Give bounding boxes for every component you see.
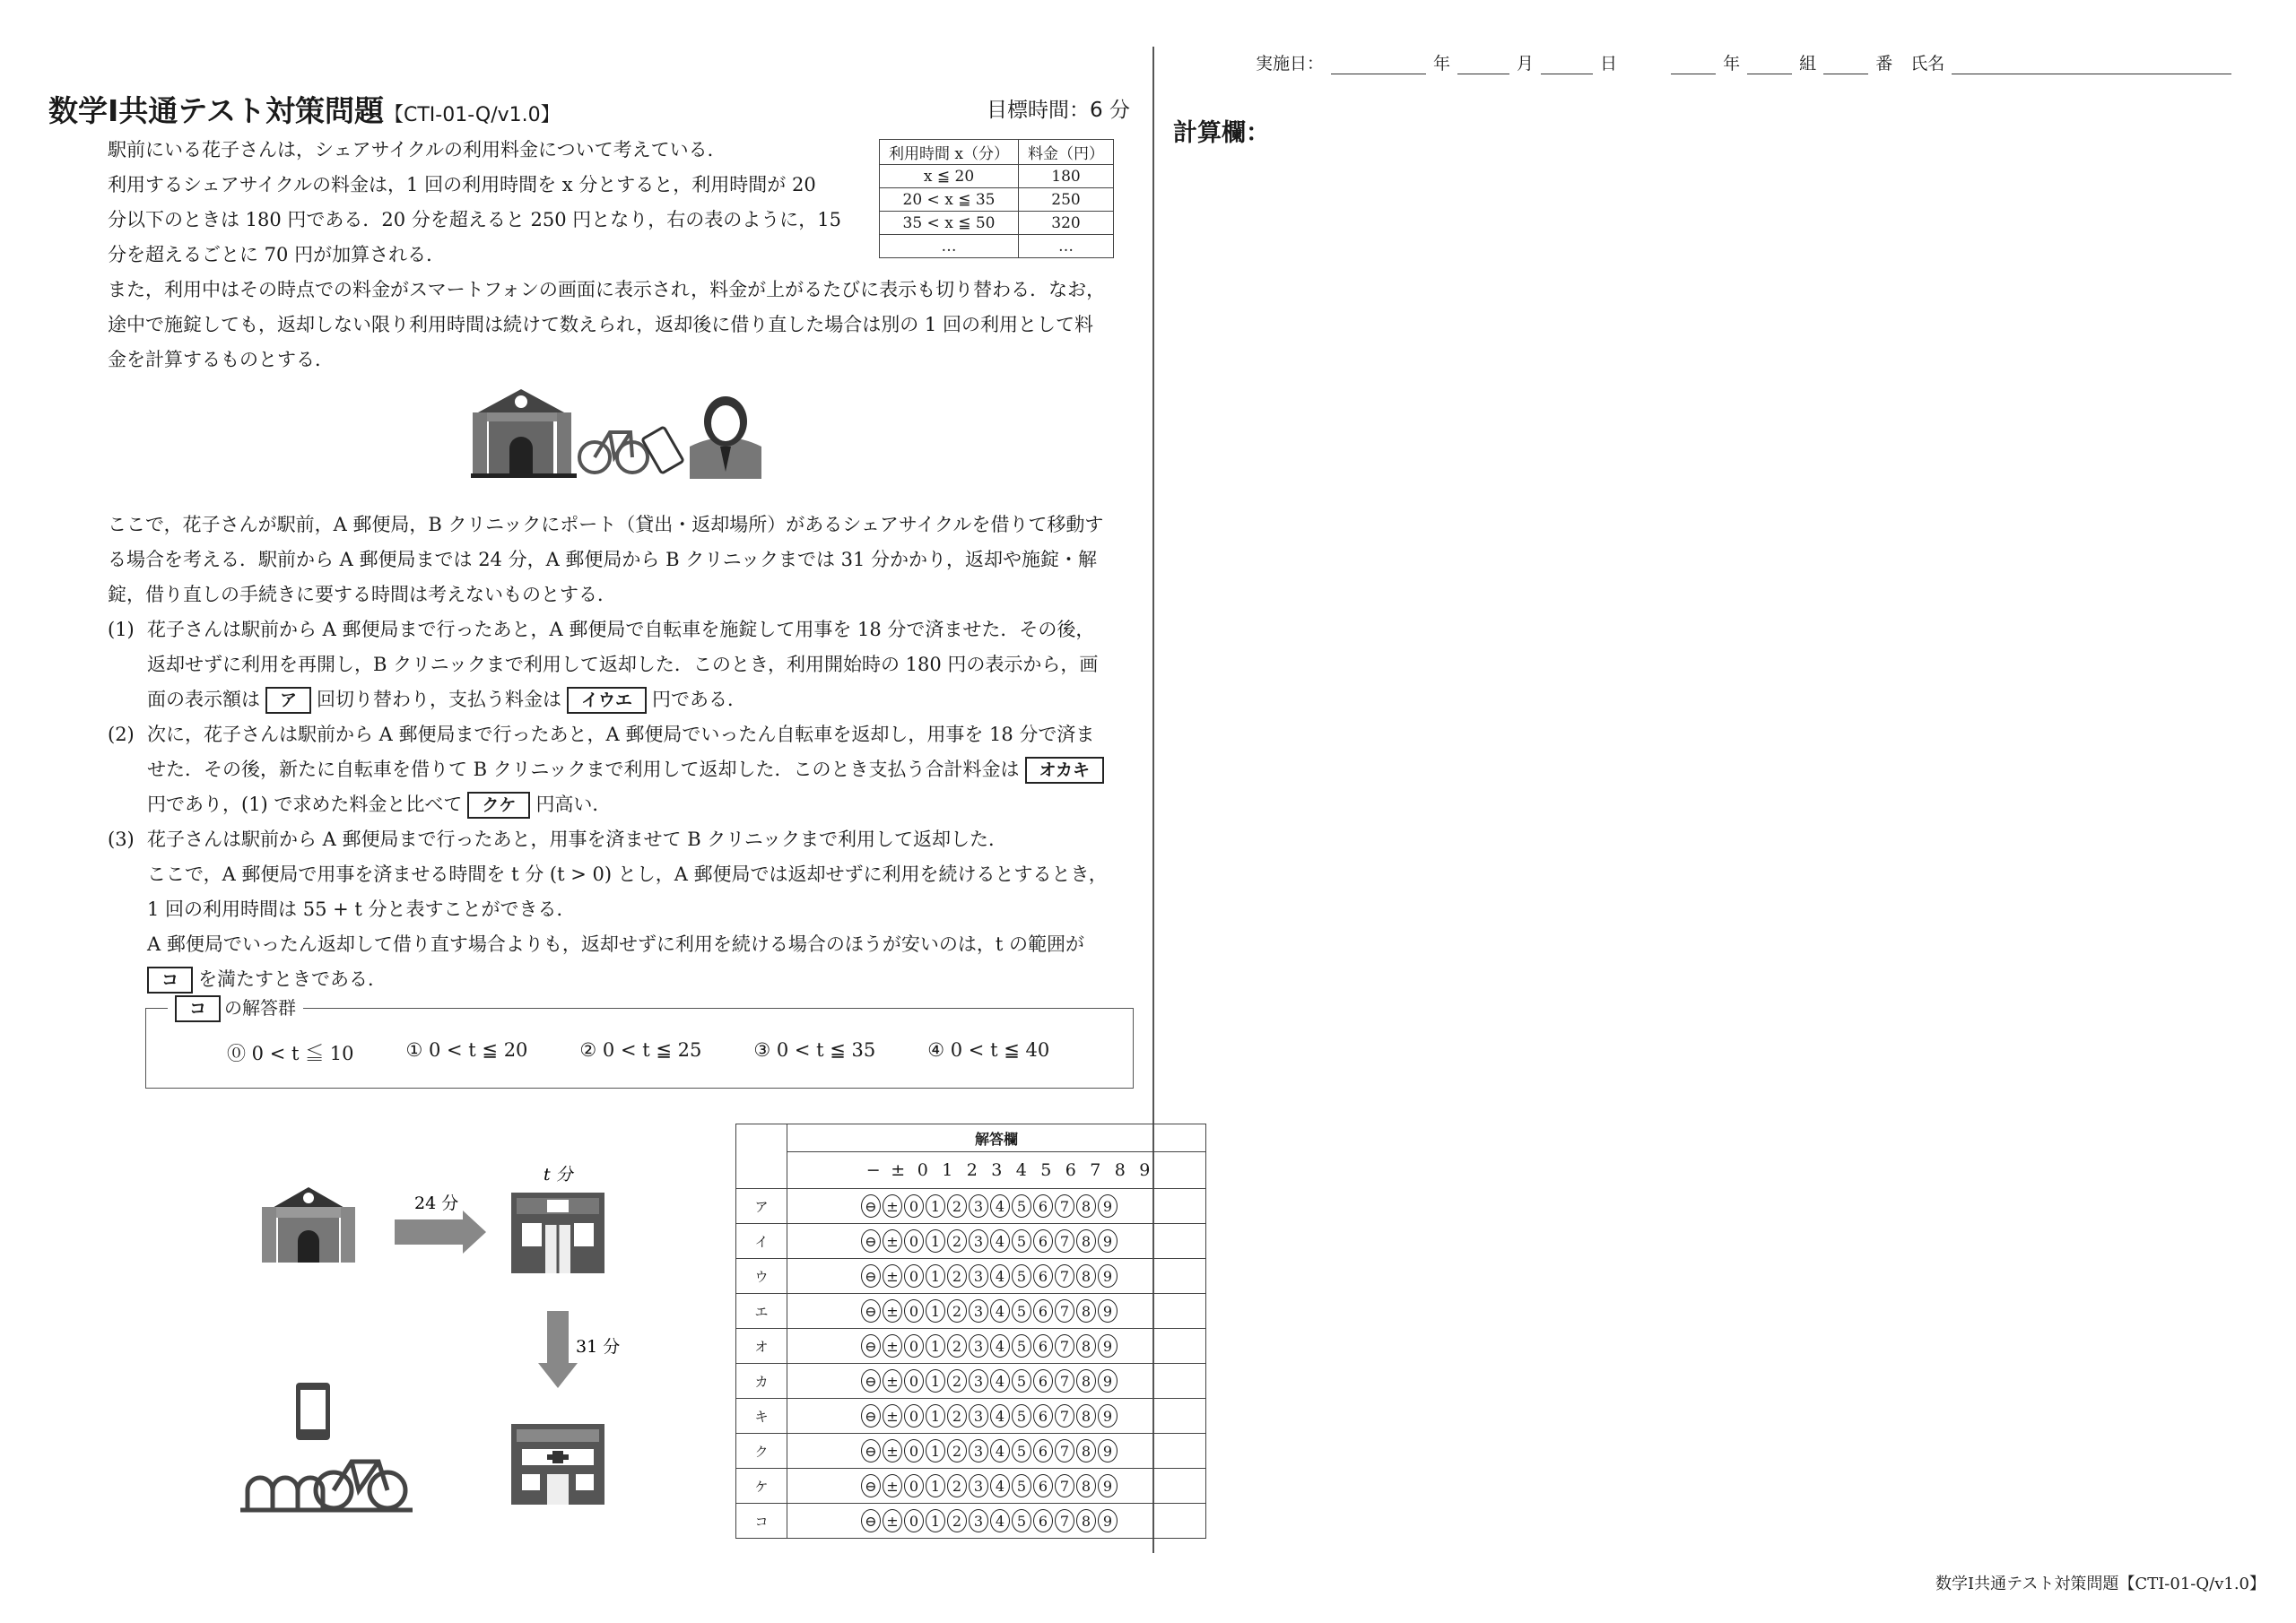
answer-bubble[interactable]: 2 [947,1194,967,1218]
answer-bubble[interactable]: 5 [1012,1439,1031,1462]
answer-bubble[interactable]: 1 [926,1334,945,1358]
answer-bubble[interactable]: 0 [904,1299,924,1323]
answer-bubble[interactable]: 8 [1076,1299,1096,1323]
answer-bubble[interactable]: 4 [990,1404,1010,1428]
answer-box-iue: イウエ [567,687,647,714]
question-2: (2) 次に，花子さんは駅前から A 郵便局まで行ったあと，A 郵便局でいったん自転車を返却し，用事を 18 分で済ま せた．その後，新たに自転車を借りて B クリニックまで利用して返却した．このとき支払う合計料金は オカキ 円であり，(1) で求めた料金と比べて クケ 円高い． [108,717,1135,822]
answer-bubble[interactable]: 4 [990,1264,1010,1288]
answer-bubble[interactable]: 9 [1098,1264,1118,1288]
answer-bubble[interactable]: ⊖ [861,1439,881,1462]
date-year-field[interactable] [1331,56,1426,74]
intro-text: 駅前にいる花子さんは，シェアサイクルの利用料金について考えている． 利用するシェアサイクルの料金は，1 回の利用時間を x 分とすると，利用時間が 20 分以下のときは 180 円である．20 分を超えると 250 円となり，右の表のように，15 分を超えるごとに 70 円が加算される． また，利用中はその時点での料金がスマートフォンの画面に表示され，料金が上がるたびに表示も切り替わる．なお， 途中で施錠しても，返却しない限り利用時間は続けて数えられ，返却後に借り直した場合は別の 1 回の利用として料 金を計算するものとする． [108,139,1106,370]
answer-choices: コ の解答群 ⓪ 0 < t ≦ 10 ① 0 < t ≦ 20 ② 0 < t ≦ 25 ③ 0 < t ≦ 35 ④ 0 < t ≦ 40 [145,1008,1134,1089]
answer-bubble[interactable]: 9 [1098,1334,1118,1358]
question-3: (3) 花子さんは駅前から A 郵便局まで行ったあと，用事を済ませて B クリニックまで利用して返却した． ここで，A 郵便局で用事を済ませる時間を t 分 (t > 0) とし，A 郵便局では返却せずに利用を続けるとするとき， 1 回の利用時間は 55 + t 分と表すことができる． A 郵便局でいったん返却して借り直す場合よりも，返却せずに利用を続ける場合のほうが安いのは，t の範囲が コ を満たすときである． [108,822,1135,997]
answer-sheet-title: 解答欄 [787,1124,1206,1152]
answer-bubble[interactable]: 7 [1055,1194,1074,1218]
answer-bubble[interactable]: 0 [904,1369,924,1393]
phone-icon [296,1383,330,1440]
answer-row [736,1259,1206,1294]
answer-bubble[interactable]: 0 [904,1334,924,1358]
answer-bubble[interactable]: 7 [1055,1264,1074,1288]
digit-header: 8 [1114,1160,1126,1180]
digit-header: 1 [942,1160,953,1180]
answer-bubble[interactable]: 7 [1055,1369,1074,1393]
answer-bubble[interactable]: ⊖ [861,1474,881,1497]
calc-area-label: 計算欄： [1173,119,1270,147]
answer-bubble[interactable]: 9 [1098,1299,1118,1323]
answer-bubble[interactable]: 3 [969,1509,988,1532]
answer-bubble[interactable]: 3 [969,1439,988,1462]
answer-bubble[interactable]: 2 [947,1299,967,1323]
answer-bubble[interactable]: 0 [904,1264,924,1288]
answer-bubble[interactable]: 1 [926,1194,945,1218]
answer-bubble[interactable]: 0 [904,1509,924,1532]
answer-bubble[interactable]: ± [883,1509,902,1532]
answer-bubble[interactable]: 9 [1098,1369,1118,1393]
answer-row [736,1189,1206,1224]
name-field[interactable] [1952,56,2231,74]
answer-sheet [735,1124,1206,1539]
answer-bubble[interactable]: 3 [969,1264,988,1288]
answer-bubble[interactable]: 5 [1012,1334,1031,1358]
grade-field[interactable] [1671,56,1716,74]
answer-row [736,1399,1206,1434]
digit-header: 4 [1015,1160,1027,1180]
answer-bubble[interactable]: ⊖ [861,1229,881,1253]
answer-bubble[interactable]: 6 [1033,1194,1053,1218]
choice-3: ③ 0 < t ≦ 35 [753,1039,876,1061]
answer-bubble[interactable]: 1 [926,1369,945,1393]
question-1: (1) 花子さんは駅前から A 郵便局まで行ったあと，A 郵便局で自転車を施錠して用事を 18 分で済ませた．その後， 返却せずに利用を再開し，B クリニックまで利用して返却した．このとき，利用開始時の 180 円の表示から，画 面の表示額は ア 回切り替わり，支払う料金は イウエ 円である． [108,612,1135,717]
digit-header: 6 [1065,1160,1076,1180]
answer-bubble[interactable]: 3 [969,1369,988,1393]
page-title: 数学Ⅰ共通テスト対策問題【CTI-01-Q/v1.0】 [48,93,561,128]
target-time: 目標時間：6 分 [987,99,1130,122]
person-icon [690,396,761,479]
answer-bubble[interactable]: ± [883,1474,902,1497]
arrow-right-icon [395,1219,465,1245]
digit-header: 5 [1040,1160,1052,1180]
answer-bubble[interactable]: 4 [990,1229,1010,1253]
answer-bubble[interactable]: 2 [947,1229,967,1253]
label-31min: 31 分 [576,1337,621,1357]
answer-bubble[interactable]: 0 [904,1474,924,1497]
answer-bubble[interactable]: 6 [1033,1229,1053,1253]
answer-bubble[interactable]: 7 [1055,1509,1074,1532]
station-icon [471,389,577,478]
answer-box-a: ア [265,687,311,714]
answer-bubble[interactable]: ± [883,1334,902,1358]
digit-header: ± [891,1160,906,1180]
answer-bubble[interactable]: 1 [926,1404,945,1428]
answer-bubble[interactable]: 6 [1033,1264,1053,1288]
answer-row-label: エ [736,1294,787,1329]
answer-row-label: イ [736,1224,787,1259]
answer-box-kuke: クケ [467,792,530,819]
answer-bubble[interactable]: 5 [1012,1229,1031,1253]
answer-bubble[interactable]: 2 [947,1509,967,1532]
answer-bubble[interactable]: 6 [1033,1299,1053,1323]
answer-bubble[interactable]: 1 [926,1509,945,1532]
answer-bubble[interactable]: 4 [990,1194,1010,1218]
answer-bubble[interactable]: ⊖ [861,1404,881,1428]
choice-1: ① 0 < t ≦ 20 [405,1039,528,1061]
answer-bubble[interactable]: 9 [1098,1509,1118,1532]
answer-bubble[interactable]: 7 [1055,1334,1074,1358]
number-field[interactable] [1823,56,1868,74]
answer-row [736,1504,1206,1539]
clinic-icon [511,1424,604,1505]
digit-header: − [865,1160,881,1180]
phone-icon [642,427,683,473]
answer-bubble[interactable]: 3 [969,1404,988,1428]
answer-bubble[interactable]: 9 [1098,1404,1118,1428]
answer-bubble[interactable]: 9 [1098,1194,1118,1218]
choice-2: ② 0 < t ≦ 25 [579,1039,702,1061]
answer-bubble[interactable]: 7 [1055,1439,1074,1462]
answer-bubble[interactable]: 4 [990,1334,1010,1358]
label-t-min: t 分 [544,1165,573,1185]
answer-row [736,1294,1206,1329]
answer-row [736,1364,1206,1399]
answer-bubble[interactable]: ⊖ [861,1509,881,1532]
digit-header-row [787,1152,1206,1189]
route-diagram [233,1157,628,1533]
answer-bubble[interactable]: ⊖ [861,1334,881,1358]
bicycle-icon [579,432,648,473]
answer-bubble[interactable]: 2 [947,1439,967,1462]
answer-bubble[interactable]: 5 [1012,1194,1031,1218]
answer-box-okaki: オカキ [1025,757,1104,784]
answer-bubble[interactable]: 5 [1012,1404,1031,1428]
setup-text: ここで，花子さんが駅前，A 郵便局，B クリニックにポート（貸出・返却場所）があるシェアサイクルを借りて移動す る場合を考える．駅前から A 郵便局までは 24 分，A 郵便局から B クリニックまでは 31 分かかり，返却や施錠・解 錠，借り直しの手続きに要する時間は考えないものとする． [108,514,1104,605]
answer-bubble[interactable]: 9 [1098,1439,1118,1462]
answer-bubble[interactable]: 2 [947,1334,967,1358]
digit-header: 9 [1139,1160,1151,1180]
answer-row [736,1224,1206,1259]
answer-bubble[interactable]: ± [883,1404,902,1428]
answer-bubble[interactable]: 7 [1055,1474,1074,1497]
answer-bubble[interactable]: 7 [1055,1299,1074,1323]
answer-bubble[interactable]: 6 [1033,1474,1053,1497]
answer-bubble[interactable]: 6 [1033,1369,1053,1393]
answer-bubble[interactable]: ± [883,1194,902,1218]
date-day-field[interactable] [1541,56,1593,74]
answer-bubble[interactable]: 6 [1033,1404,1053,1428]
answer-bubble[interactable]: 0 [904,1229,924,1253]
answer-bubble[interactable]: 3 [969,1299,988,1323]
choice-4: ④ 0 < t ≦ 40 [927,1039,1050,1061]
answer-bubble[interactable]: ⊖ [861,1299,881,1323]
answer-row-label: カ [736,1364,787,1399]
answer-bubble[interactable]: 4 [990,1509,1010,1532]
answer-bubble[interactable]: 6 [1033,1439,1053,1462]
answer-bubble[interactable]: ⊖ [861,1194,881,1218]
answer-bubble[interactable]: 2 [947,1264,967,1288]
answer-row-label: ケ [736,1469,787,1504]
answer-bubble[interactable]: 7 [1055,1229,1074,1253]
answer-bubble[interactable]: 1 [926,1229,945,1253]
answer-row-label: オ [736,1329,787,1364]
answer-box-ko: コ [147,967,193,994]
answer-bubble[interactable]: 1 [926,1439,945,1462]
answer-bubble[interactable]: 4 [990,1369,1010,1393]
answer-bubble[interactable]: 8 [1076,1229,1096,1253]
answer-bubble[interactable]: 1 [926,1264,945,1288]
answer-bubble[interactable]: ⊖ [861,1369,881,1393]
student-info-header: 実施日： 年 月 日 年 組 番 氏名 [1256,50,2231,74]
answer-bubble[interactable]: 3 [969,1194,988,1218]
answer-row-label: ク [736,1434,787,1469]
answer-bubble[interactable]: 9 [1098,1229,1118,1253]
answer-bubble[interactable]: 2 [947,1474,967,1497]
digit-header: 3 [991,1160,1003,1180]
answer-bubble[interactable]: ± [883,1299,902,1323]
label-24min: 24 分 [414,1193,459,1213]
answer-bubble[interactable]: 5 [1012,1509,1031,1532]
answer-bubble[interactable]: 8 [1076,1474,1096,1497]
answer-bubble[interactable]: 1 [926,1299,945,1323]
answer-bubble[interactable]: 6 [1033,1509,1053,1532]
class-field[interactable] [1747,56,1792,74]
answer-bubble[interactable]: 5 [1012,1369,1031,1393]
illustration [471,377,776,480]
answer-bubble[interactable]: 4 [990,1439,1010,1462]
answer-bubble[interactable]: 5 [1012,1264,1031,1288]
fee-table: 利用時間 x（分） 料金（円） x ≦ 20 180 20 < x ≦ 35 250 35 < x ≦ 50 320 … … [879,139,1114,258]
answer-row-label: キ [736,1399,787,1434]
page-footer: 数学Ⅰ共通テスト対策問題【CTI-01-Q/v1.0】 [1935,1575,2266,1593]
answer-bubble[interactable]: ⊖ [861,1264,881,1288]
answer-bubble[interactable]: 8 [1076,1439,1096,1462]
answer-bubble[interactable]: 0 [904,1194,924,1218]
answer-bubble[interactable]: 2 [947,1369,967,1393]
answer-bubble[interactable]: 6 [1033,1334,1053,1358]
answer-bubble[interactable]: ± [883,1229,902,1253]
answer-bubble[interactable]: 8 [1076,1509,1096,1532]
post-office-icon [511,1193,604,1273]
answer-row-label: ア [736,1189,787,1224]
answer-row-label: コ [736,1504,787,1539]
digit-header: 0 [917,1160,928,1180]
answer-row [736,1469,1206,1504]
answer-bubble[interactable]: 8 [1076,1404,1096,1428]
date-month-field[interactable] [1457,56,1509,74]
answer-bubble[interactable]: 8 [1076,1194,1096,1218]
answer-bubble[interactable]: 4 [990,1474,1010,1497]
answer-row [736,1329,1206,1364]
answer-bubble[interactable]: 4 [990,1299,1010,1323]
digit-header: 2 [966,1160,978,1180]
answer-bubble[interactable]: 8 [1076,1264,1096,1288]
choice-0: ⓪ 0 < t ≦ 10 [227,1043,354,1064]
answer-bubble[interactable]: 3 [969,1229,988,1253]
answer-bubble[interactable]: 3 [969,1474,988,1497]
answer-bubble[interactable]: 2 [947,1404,967,1428]
answer-bubble[interactable]: ± [883,1264,902,1288]
answer-bubble[interactable]: 1 [926,1474,945,1497]
answer-bubble[interactable]: ± [883,1369,902,1393]
answer-row-label: ウ [736,1259,787,1294]
answer-bubble[interactable]: 8 [1076,1369,1096,1393]
answer-bubble[interactable]: 0 [904,1404,924,1428]
answer-bubble[interactable]: 0 [904,1439,924,1462]
answer-row [736,1434,1206,1469]
answer-bubble[interactable]: 9 [1098,1474,1118,1497]
answer-bubble[interactable]: 7 [1055,1404,1074,1428]
answer-bubble[interactable]: 3 [969,1334,988,1358]
station-icon [262,1187,355,1263]
answer-bubble[interactable]: 5 [1012,1299,1031,1323]
bicycle-icon [316,1462,405,1508]
answer-bubble[interactable]: 5 [1012,1474,1031,1497]
digit-header: 7 [1090,1160,1101,1180]
answer-bubble[interactable]: 8 [1076,1334,1096,1358]
answer-bubble[interactable]: ± [883,1439,902,1462]
arrow-down-icon [547,1311,569,1365]
